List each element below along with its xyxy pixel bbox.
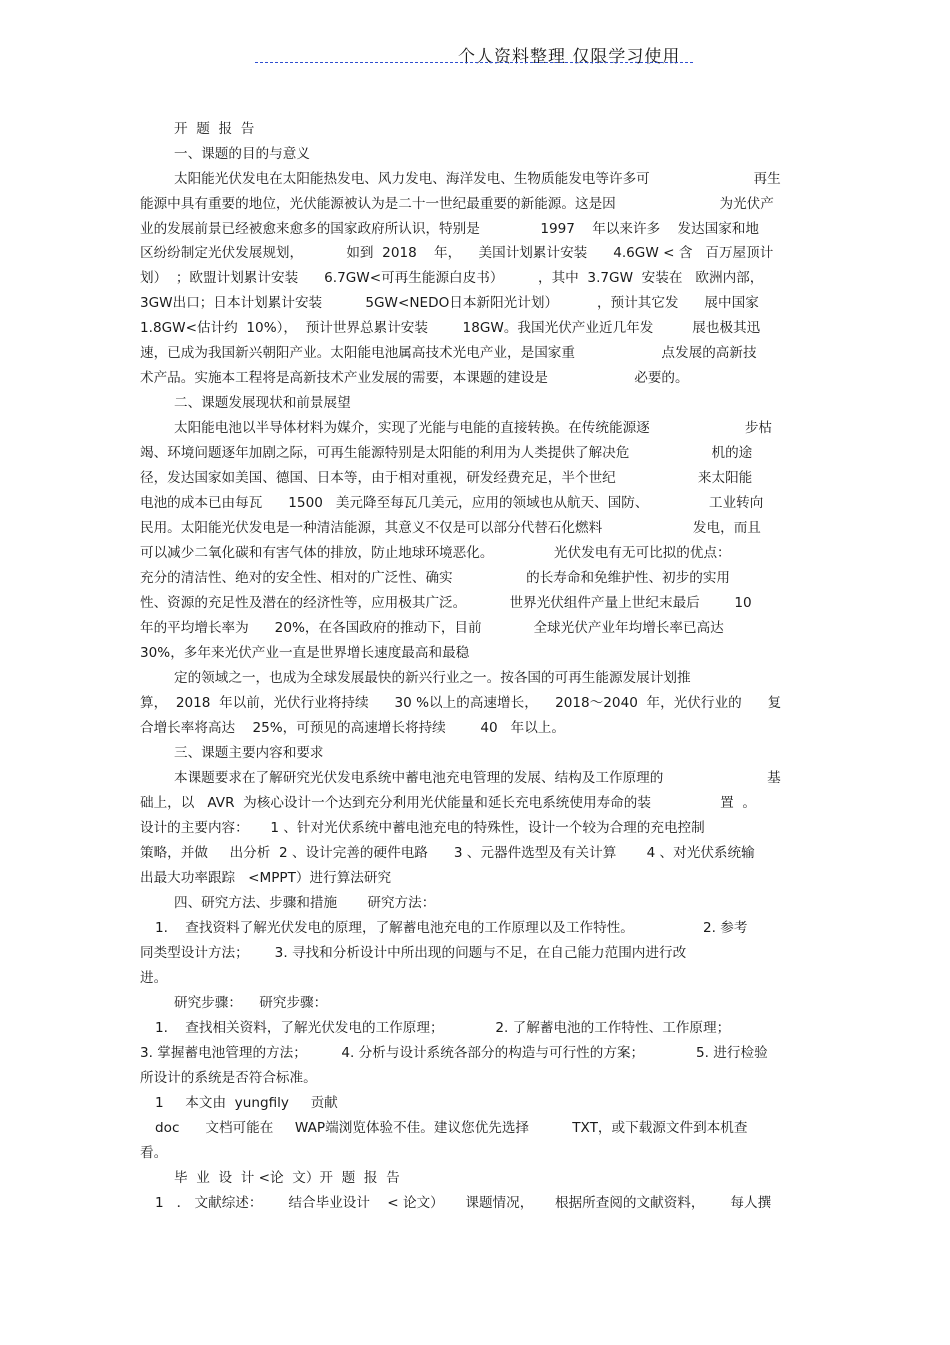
body-line: 径，发达国家如美国、德国、日本等，由于相对重视，研发经费充足，半个世纪 来太阳能	[140, 470, 753, 486]
body-line: 性、资源的充足性及潜在的经济性等，应用极其广泛。 世界光伏组件产量上世纪末最后 10	[140, 595, 752, 611]
body-line: 1. 查找资料了解光伏发电的原理，了解蓄电池充电的工作原理以及工作特性。 2. 参考	[155, 920, 748, 936]
body-line: 出最大功率跟踪 <MPPT）进行算法研究	[140, 870, 392, 886]
body-line: 所设计的系统是否符合标准。	[140, 1070, 317, 1086]
body-line: 看。	[140, 1145, 168, 1161]
body-line: 本课题要求在了解研究光伏发电系统中蓄电池充电管理的发展、结构及工作原理的 基	[174, 770, 781, 786]
body-line: 速，已成为我国新兴朝阳产业。太阳能电池属高技术光电产业，是国家重 点发展的高新技	[140, 345, 757, 361]
body-line: 研究步骤： 研究步骤：	[174, 995, 328, 1011]
body-line: 1.8GW<估计约 10%）， 预计世界总累计安装 18GW。我国光伏产业近几年发 展也极其迅	[140, 320, 761, 336]
section-heading-1: 一、课题的目的与意义	[174, 146, 310, 162]
body-line: 设计的主要内容： 1 、针对光伏系统中蓄电池充电的特殊性，设计一个较为合理的充电控制	[140, 820, 705, 836]
body-line: 业的发展前景已经被愈来愈多的国家政府所认识，特别是 1997 年以来许多 发达国家和地	[140, 221, 760, 237]
body-line: 太阳能光伏发电在太阳能热发电、风力发电、海洋发电、生物质能发电等许多可 再生	[174, 171, 781, 187]
body-line: 1. 查找相关资料，了解光伏发电的工作原理； 2. 了解蓄电池的工作特性、工作原理；	[155, 1020, 731, 1036]
body-line: doc 文档可能在 WAP端浏览体验不佳。建议您优先选择 TXT，或下载源文件到本机查	[155, 1120, 748, 1136]
report-title: 开 题 报 告	[174, 121, 255, 137]
body-line: 定的领域之一，也成为全球发展最快的新兴行业之一。按各国的可再生能源发展计划推	[174, 670, 691, 686]
body-line: 充分的清洁性、绝对的安全性、相对的广泛性、确实 的长寿命和免维护性、初步的实用	[140, 570, 731, 586]
page-header-title: 个人资料整理 仅限学习使用	[458, 47, 681, 67]
body-line: 础上，以 AVR 为核心设计一个达到充分利用光伏能量和延长充电系统使用寿命的装 置 。	[140, 795, 756, 811]
body-line: 民用。太阳能光伏发电是一种清洁能源，其意义不仅是可以部分代替石化燃料 发电，而且	[140, 520, 761, 536]
thesis-report-title: 毕 业 设 计 <论 文）开 题 报 告	[174, 1170, 400, 1186]
body-line: 竭、环境问题逐年加剧之际，可再生能源特别是太阳能的利用为人类提供了解决危 机的途	[140, 445, 753, 461]
body-line: 合增长率将高达 25%，可预见的高速增长将持续 40 年以上。	[140, 720, 565, 736]
section-heading-2: 二、课题发展现状和前景展望	[174, 395, 351, 411]
body-line: 同类型设计方法； 3. 寻找和分析设计中所出现的问题与不足，在自己能力范围内进行改	[140, 945, 687, 961]
body-line: 3GW出口；日本计划累计安装 5GW<NEDO日本新阳光计划） ，预计其它发 展中国家	[140, 295, 759, 311]
section-heading-4: 四、研究方法、步骤和措施 研究方法：	[174, 895, 436, 911]
header-dashed-rule	[255, 62, 693, 63]
section-heading-3: 三、课题主要内容和要求	[174, 745, 324, 761]
body-line: 区纷纷制定光伏发展规划， 如到 2018 年， 美国计划累计安装 4.6GW < 含 百万屋顶计	[140, 245, 774, 261]
body-line: 可以减少二氧化碳和有害气体的排放，防止地球环境恶化。 光伏发电有无可比拟的优点：	[140, 545, 731, 561]
body-line: 进。	[140, 970, 168, 986]
body-line: 术产品。实施本工程将是高新技术产业发展的需要，本课题的建设是 必要的。	[140, 370, 689, 386]
body-line: 能源中具有重要的地位，光伏能源被认为是二十一世纪最重要的新能源。这是因 为光伏产	[140, 196, 774, 212]
body-line: 3. 掌握蓄电池管理的方法； 4. 分析与设计系统各部分的构造与可行性的方案； 5. 进行检验	[140, 1045, 768, 1061]
body-line: 30%，多年来光伏产业一直是世界增长速度最高和最稳	[140, 645, 470, 661]
body-line: 划） ；欧盟计划累计安装 6.7GW<可再生能源白皮书） ，其中 3.7GW 安装在 欧洲内部，	[140, 270, 764, 286]
body-line: 太阳能电池以半导体材料为媒介，实现了光能与电能的直接转换。在传统能源逐 步枯	[174, 420, 773, 436]
body-line: 年的平均增长率为 20%，在各国政府的推动下，目前 全球光伏产业年均增长率已高达	[140, 620, 724, 636]
body-line: 电池的成本已由每瓦 1500 美元降至每瓦几美元，应用的领域也从航天、国防、 工业转向	[140, 495, 764, 511]
body-line: 1 本文由 yungfily 贡献	[155, 1095, 338, 1111]
body-line: 算， 2018 年以前，光伏行业将持续 30 %以上的高速增长， 2018～2040 年，光伏行业的 复	[140, 695, 782, 711]
body-line: 策略，并做 出分析 2 、设计完善的硬件电路 3 、元器件选型及有关计算 4 、对光伏系统输	[140, 845, 755, 861]
body-line: 1 ． 文献综述： 结合毕业设计 < 论文） 课题情况， 根据所查阅的文献资料， 每人撰	[155, 1195, 772, 1211]
